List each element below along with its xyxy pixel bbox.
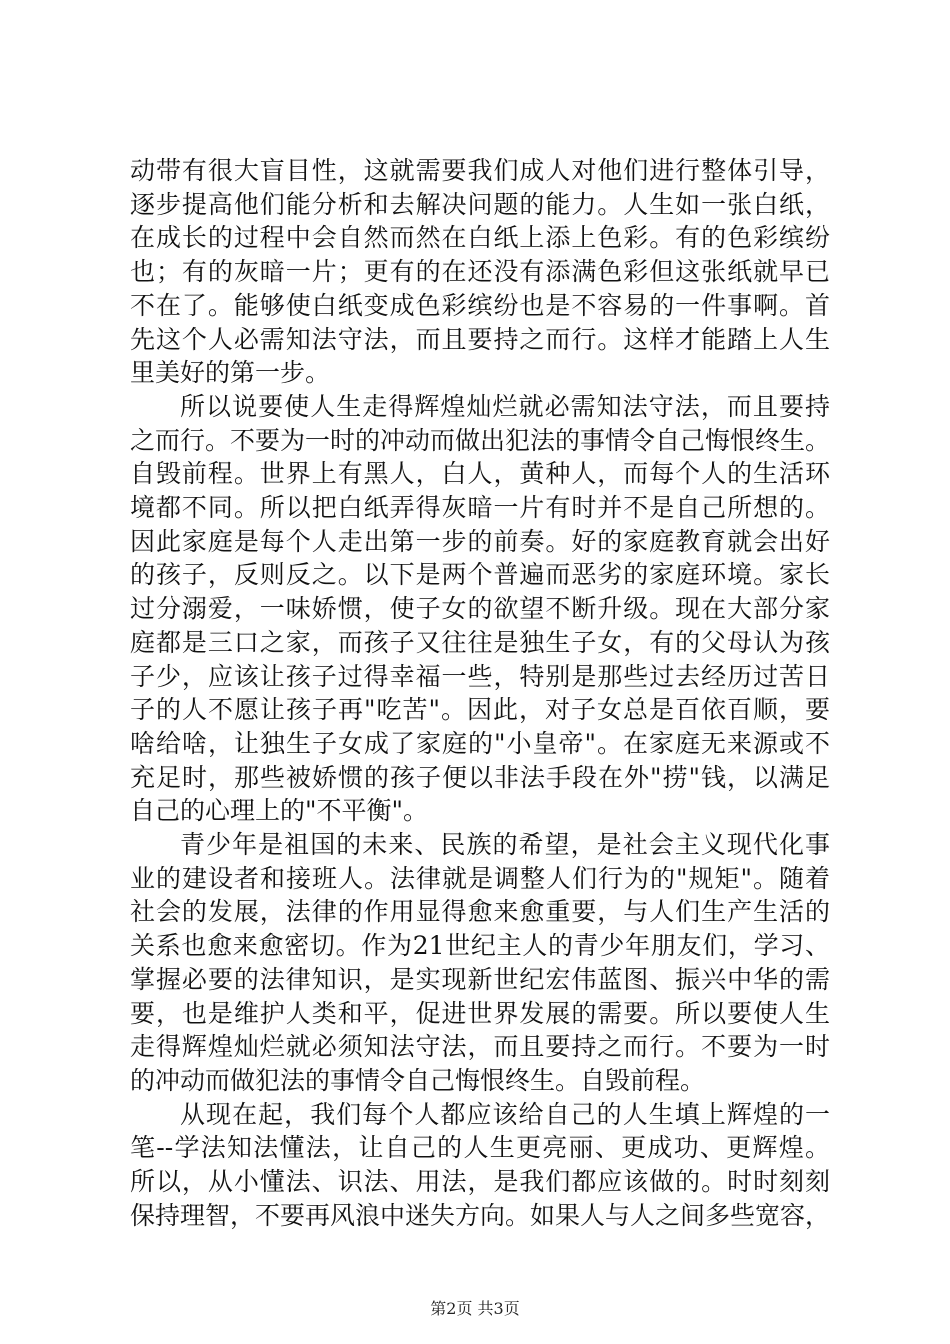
paragraph-first-line: 从现在起，我们每个人都应该给自己的人生填上辉煌的一 bbox=[180, 1099, 830, 1129]
text-line: 过分溺爱，一味娇惯，使子女的欲望不断升级。现在大部分家 bbox=[130, 594, 830, 624]
text-line: 自己的心理上的"不平衡"。 bbox=[130, 796, 428, 826]
text-line: 所以，从小懂法、识法、用法，是我们都应该做的。时时刻刻 bbox=[130, 1167, 830, 1197]
text-line: 也；有的灰暗一片；更有的在还没有添满色彩但这张纸就早已 bbox=[130, 257, 830, 287]
text-line: 先这个人必需知法守法，而且要持之而行。这样才能踏上人生 bbox=[130, 324, 830, 354]
paragraph-first-line: 所以说要使人生走得辉煌灿烂就必需知法守法，而且要持 bbox=[180, 391, 830, 421]
text-line: 要，也是维护人类和平，促进世界发展的需要。所以要使人生 bbox=[130, 998, 830, 1028]
text-line: 的孩子，反则反之。以下是两个普遍而恶劣的家庭环境。家长 bbox=[130, 560, 830, 590]
text-line: 充足时，那些被娇惯的孩子便以非法手段在外"捞"钱，以满足 bbox=[130, 762, 830, 792]
page-footer bbox=[0, 1298, 950, 1320]
paragraph-first-line: 青少年是祖国的未来、民族的希望，是社会主义现代化事 bbox=[180, 830, 830, 860]
text-line: 不在了。能够使白纸变成色彩缤纷也是不容易的一件事啊。首 bbox=[130, 290, 830, 320]
text-line: 啥给啥，让独生子女成了家庭的"小皇帝"。在家庭无来源或不 bbox=[130, 728, 830, 758]
text-line: 境都不同。所以把白纸弄得灰暗一片有时并不是自己所想的。 bbox=[130, 493, 830, 523]
document-body bbox=[130, 154, 830, 1233]
text-line: 因此家庭是每个人走出第一步的前奏。好的家庭教育就会出好 bbox=[130, 526, 830, 556]
text-line: 逐步提高他们能分析和去解决问题的能力。人生如一张白纸， bbox=[130, 189, 830, 219]
text-line: 的冲动而做犯法的事情令自己悔恨终生。自毁前程。 bbox=[130, 1065, 706, 1095]
text-line: 社会的发展，法律的作用显得愈来愈重要，与人们生产生活的 bbox=[130, 897, 830, 927]
text-line: 关系也愈来愈密切。作为21世纪主人的青少年朋友们，学习、 bbox=[130, 931, 830, 961]
text-line: 之而行。不要为一时的冲动而做出犯法的事情令自己悔恨终生。 bbox=[130, 425, 831, 455]
text-line: 保持理智，不要再风浪中迷失方向。如果人与人之间多些宽容， bbox=[130, 1200, 831, 1230]
text-line: 里美好的第一步。 bbox=[130, 358, 331, 388]
text-line: 走得辉煌灿烂就必须知法守法，而且要持之而行。不要为一时 bbox=[130, 1032, 830, 1062]
text-line: 子少，应该让孩子过得幸福一些，特别是那些过去经历过苦日 bbox=[130, 661, 830, 691]
text-line: 在成长的过程中会自然而然在白纸上添上色彩。有的色彩缤纷 bbox=[130, 223, 830, 253]
text-line: 自毁前程。世界上有黑人，白人，黄种人，而每个人的生活环 bbox=[130, 459, 830, 489]
page-number-label: 第2页 共3页 bbox=[430, 1299, 520, 1318]
text-line: 子的人不愿让孩子再"吃苦"。因此，对子女总是百依百顺，要 bbox=[130, 695, 830, 725]
text-line: 掌握必要的法律知识，是实现新世纪宏伟蓝图、振兴中华的需 bbox=[130, 964, 830, 994]
text-line: 庭都是三口之家，而孩子又往往是独生子女，有的父母认为孩 bbox=[130, 627, 830, 657]
text-line: 业的建设者和接班人。法律就是调整人们行为的"规矩"。随着 bbox=[130, 863, 830, 893]
text-line: 笔--学法知法懂法，让自己的人生更亮丽、更成功、更辉煌。 bbox=[130, 1133, 830, 1163]
text-line: 动带有很大盲目性，这就需要我们成人对他们进行整体引导， bbox=[130, 156, 830, 185]
